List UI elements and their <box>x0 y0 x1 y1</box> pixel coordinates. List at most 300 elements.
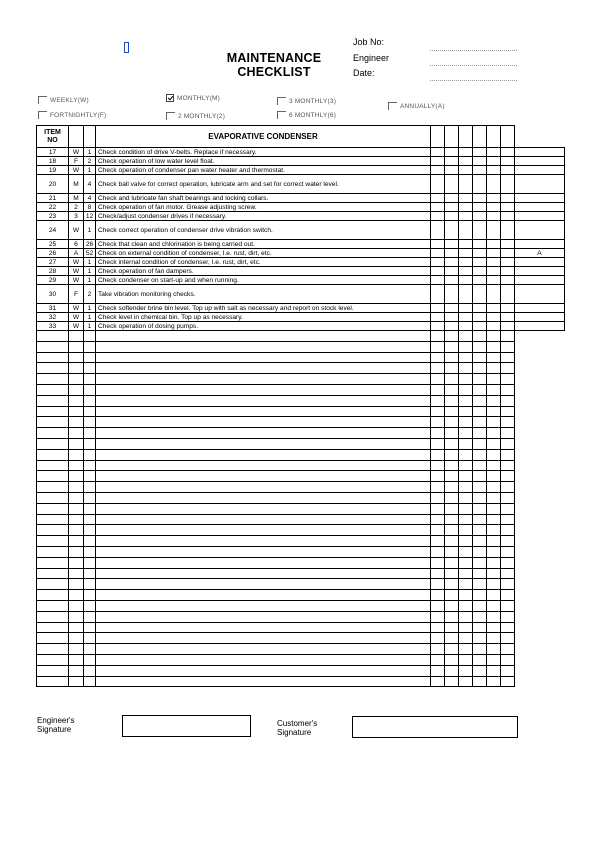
blank-cell[interactable] <box>96 384 431 395</box>
check-cell[interactable] <box>431 240 445 249</box>
blank-cell[interactable] <box>473 438 487 449</box>
check-cell[interactable] <box>459 221 473 240</box>
blank-cell[interactable] <box>69 363 84 374</box>
blank-cell[interactable] <box>473 579 487 590</box>
blank-cell[interactable] <box>487 503 501 514</box>
blank-cell[interactable] <box>84 546 96 557</box>
blank-cell[interactable] <box>487 384 501 395</box>
remarks-cell[interactable]: A <box>515 249 565 258</box>
check-cell[interactable] <box>431 249 445 258</box>
blank-cell[interactable] <box>37 438 69 449</box>
blank-cell[interactable] <box>501 546 515 557</box>
blank-cell[interactable] <box>473 363 487 374</box>
blank-cell[interactable] <box>459 503 473 514</box>
check-cell[interactable] <box>487 304 501 313</box>
blank-cell[interactable] <box>487 600 501 611</box>
freq-annually[interactable]: ANNUALLY(A) <box>388 102 445 110</box>
check-cell[interactable] <box>473 175 487 194</box>
blank-cell[interactable] <box>473 546 487 557</box>
blank-cell[interactable] <box>96 644 431 655</box>
blank-cell[interactable] <box>501 557 515 568</box>
blank-cell[interactable] <box>473 460 487 471</box>
blank-cell[interactable] <box>445 514 459 525</box>
blank-cell[interactable] <box>445 460 459 471</box>
blank-cell[interactable] <box>487 633 501 644</box>
blank-cell[interactable] <box>96 482 431 493</box>
check-cell[interactable] <box>473 240 487 249</box>
check-cell[interactable] <box>431 322 445 331</box>
check-cell[interactable] <box>459 322 473 331</box>
blank-cell[interactable] <box>501 665 515 676</box>
blank-cell[interactable] <box>459 341 473 352</box>
check-cell[interactable] <box>431 221 445 240</box>
check-cell[interactable] <box>459 194 473 203</box>
blank-cell[interactable] <box>431 536 445 547</box>
blank-cell[interactable] <box>37 341 69 352</box>
blank-cell[interactable] <box>473 611 487 622</box>
engineer-field[interactable] <box>430 65 517 66</box>
blank-cell[interactable] <box>431 514 445 525</box>
blank-cell[interactable] <box>501 331 515 342</box>
blank-cell[interactable] <box>487 341 501 352</box>
blank-cell[interactable] <box>445 611 459 622</box>
blank-cell[interactable] <box>445 644 459 655</box>
check-cell[interactable] <box>445 175 459 194</box>
check-cell[interactable] <box>473 276 487 285</box>
blank-cell[interactable] <box>501 352 515 363</box>
blank-cell[interactable] <box>459 331 473 342</box>
remarks-cell[interactable] <box>515 212 565 221</box>
blank-cell[interactable] <box>501 341 515 352</box>
blank-cell[interactable] <box>487 428 501 439</box>
blank-cell[interactable] <box>473 384 487 395</box>
blank-cell[interactable] <box>69 611 84 622</box>
blank-cell[interactable] <box>473 568 487 579</box>
blank-cell[interactable] <box>37 374 69 385</box>
blank-cell[interactable] <box>69 654 84 665</box>
blank-cell[interactable] <box>84 406 96 417</box>
blank-cell[interactable] <box>84 644 96 655</box>
checkbox-fortnightly[interactable] <box>38 111 47 119</box>
check-cell[interactable] <box>487 203 501 212</box>
check-cell[interactable] <box>445 157 459 166</box>
blank-cell[interactable] <box>473 331 487 342</box>
blank-cell[interactable] <box>473 471 487 482</box>
blank-cell[interactable] <box>84 395 96 406</box>
blank-cell[interactable] <box>431 503 445 514</box>
check-cell[interactable] <box>501 304 515 313</box>
blank-cell[interactable] <box>487 406 501 417</box>
check-cell[interactable] <box>445 304 459 313</box>
blank-cell[interactable] <box>37 471 69 482</box>
blank-cell[interactable] <box>445 352 459 363</box>
blank-cell[interactable] <box>501 503 515 514</box>
blank-cell[interactable] <box>459 449 473 460</box>
blank-cell[interactable] <box>69 417 84 428</box>
blank-cell[interactable] <box>487 525 501 536</box>
check-cell[interactable] <box>431 166 445 175</box>
check-cell[interactable] <box>487 212 501 221</box>
blank-cell[interactable] <box>431 665 445 676</box>
remarks-cell[interactable] <box>515 221 565 240</box>
blank-cell[interactable] <box>96 417 431 428</box>
check-cell[interactable] <box>501 285 515 304</box>
blank-cell[interactable] <box>84 665 96 676</box>
check-cell[interactable] <box>501 313 515 322</box>
blank-cell[interactable] <box>37 568 69 579</box>
blank-cell[interactable] <box>37 449 69 460</box>
blank-cell[interactable] <box>37 654 69 665</box>
blank-cell[interactable] <box>37 395 69 406</box>
blank-cell[interactable] <box>431 557 445 568</box>
blank-cell[interactable] <box>69 428 84 439</box>
remarks-cell[interactable] <box>515 194 565 203</box>
blank-cell[interactable] <box>37 665 69 676</box>
blank-cell[interactable] <box>501 644 515 655</box>
blank-cell[interactable] <box>69 676 84 687</box>
remarks-cell[interactable] <box>515 267 565 276</box>
blank-cell[interactable] <box>431 460 445 471</box>
check-cell[interactable] <box>487 194 501 203</box>
blank-cell[interactable] <box>459 546 473 557</box>
blank-cell[interactable] <box>487 622 501 633</box>
blank-cell[interactable] <box>69 449 84 460</box>
blank-cell[interactable] <box>84 374 96 385</box>
blank-cell[interactable] <box>501 428 515 439</box>
blank-cell[interactable] <box>445 557 459 568</box>
remarks-cell[interactable] <box>515 166 565 175</box>
blank-cell[interactable] <box>84 384 96 395</box>
blank-cell[interactable] <box>487 611 501 622</box>
check-cell[interactable] <box>445 313 459 322</box>
check-cell[interactable] <box>431 194 445 203</box>
blank-cell[interactable] <box>37 536 69 547</box>
check-cell[interactable] <box>459 166 473 175</box>
blank-cell[interactable] <box>459 374 473 385</box>
blank-cell[interactable] <box>96 471 431 482</box>
blank-cell[interactable] <box>473 557 487 568</box>
blank-cell[interactable] <box>501 611 515 622</box>
blank-cell[interactable] <box>501 654 515 665</box>
blank-cell[interactable] <box>84 460 96 471</box>
blank-cell[interactable] <box>473 654 487 665</box>
blank-cell[interactable] <box>96 374 431 385</box>
check-cell[interactable] <box>445 166 459 175</box>
blank-cell[interactable] <box>445 676 459 687</box>
remarks-cell[interactable] <box>515 203 565 212</box>
check-cell[interactable] <box>487 322 501 331</box>
blank-cell[interactable] <box>459 428 473 439</box>
blank-cell[interactable] <box>84 503 96 514</box>
check-cell[interactable] <box>501 249 515 258</box>
check-cell[interactable] <box>431 258 445 267</box>
blank-cell[interactable] <box>431 449 445 460</box>
blank-cell[interactable] <box>473 417 487 428</box>
blank-cell[interactable] <box>431 546 445 557</box>
blank-cell[interactable] <box>445 374 459 385</box>
blank-cell[interactable] <box>84 568 96 579</box>
check-cell[interactable] <box>487 276 501 285</box>
blank-cell[interactable] <box>487 590 501 601</box>
check-cell[interactable] <box>487 221 501 240</box>
blank-cell[interactable] <box>445 600 459 611</box>
check-cell[interactable] <box>459 304 473 313</box>
check-cell[interactable] <box>487 249 501 258</box>
check-cell[interactable] <box>501 212 515 221</box>
blank-cell[interactable] <box>431 633 445 644</box>
blank-cell[interactable] <box>84 492 96 503</box>
blank-cell[interactable] <box>37 503 69 514</box>
blank-cell[interactable] <box>84 428 96 439</box>
blank-cell[interactable] <box>96 331 431 342</box>
blank-cell[interactable] <box>473 406 487 417</box>
blank-cell[interactable] <box>473 341 487 352</box>
blank-cell[interactable] <box>96 536 431 547</box>
blank-cell[interactable] <box>459 568 473 579</box>
blank-cell[interactable] <box>459 676 473 687</box>
blank-cell[interactable] <box>459 590 473 601</box>
blank-cell[interactable] <box>501 395 515 406</box>
remarks-cell[interactable] <box>515 175 565 194</box>
blank-cell[interactable] <box>473 633 487 644</box>
blank-cell[interactable] <box>473 676 487 687</box>
check-cell[interactable] <box>445 194 459 203</box>
blank-cell[interactable] <box>459 665 473 676</box>
check-cell[interactable] <box>445 267 459 276</box>
remarks-cell[interactable] <box>515 258 565 267</box>
check-cell[interactable] <box>459 313 473 322</box>
blank-cell[interactable] <box>501 622 515 633</box>
blank-cell[interactable] <box>431 600 445 611</box>
remarks-cell[interactable] <box>515 313 565 322</box>
blank-cell[interactable] <box>69 352 84 363</box>
check-cell[interactable] <box>445 221 459 240</box>
customer-signature-box[interactable] <box>352 716 518 738</box>
blank-cell[interactable] <box>459 352 473 363</box>
blank-cell[interactable] <box>487 395 501 406</box>
blank-cell[interactable] <box>84 600 96 611</box>
check-cell[interactable] <box>445 322 459 331</box>
check-cell[interactable] <box>501 166 515 175</box>
check-cell[interactable] <box>473 203 487 212</box>
blank-cell[interactable] <box>459 536 473 547</box>
checkbox-annually[interactable] <box>388 102 397 110</box>
check-cell[interactable] <box>431 212 445 221</box>
check-cell[interactable] <box>473 322 487 331</box>
blank-cell[interactable] <box>487 546 501 557</box>
blank-cell[interactable] <box>445 331 459 342</box>
blank-cell[interactable] <box>501 600 515 611</box>
check-cell[interactable] <box>501 322 515 331</box>
check-cell[interactable] <box>431 313 445 322</box>
blank-cell[interactable] <box>431 611 445 622</box>
blank-cell[interactable] <box>37 557 69 568</box>
check-cell[interactable] <box>501 276 515 285</box>
check-cell[interactable] <box>487 166 501 175</box>
check-cell[interactable] <box>459 203 473 212</box>
blank-cell[interactable] <box>69 590 84 601</box>
blank-cell[interactable] <box>84 676 96 687</box>
blank-cell[interactable] <box>459 363 473 374</box>
blank-cell[interactable] <box>37 352 69 363</box>
blank-cell[interactable] <box>431 374 445 385</box>
blank-cell[interactable] <box>431 352 445 363</box>
check-cell[interactable] <box>459 240 473 249</box>
blank-cell[interactable] <box>84 611 96 622</box>
blank-cell[interactable] <box>37 406 69 417</box>
blank-cell[interactable] <box>487 363 501 374</box>
blank-cell[interactable] <box>445 395 459 406</box>
blank-cell[interactable] <box>473 449 487 460</box>
blank-cell[interactable] <box>84 352 96 363</box>
check-cell[interactable] <box>431 157 445 166</box>
check-cell[interactable] <box>501 157 515 166</box>
checkbox-2-monthly[interactable] <box>166 112 175 120</box>
check-cell[interactable] <box>431 285 445 304</box>
check-cell[interactable] <box>487 175 501 194</box>
blank-cell[interactable] <box>431 654 445 665</box>
remarks-cell[interactable] <box>515 240 565 249</box>
blank-cell[interactable] <box>69 665 84 676</box>
blank-cell[interactable] <box>69 482 84 493</box>
blank-cell[interactable] <box>445 449 459 460</box>
checkbox-6-monthly[interactable] <box>277 111 286 119</box>
check-cell[interactable] <box>501 258 515 267</box>
blank-cell[interactable] <box>96 492 431 503</box>
check-cell[interactable] <box>431 175 445 194</box>
blank-cell[interactable] <box>96 395 431 406</box>
blank-cell[interactable] <box>473 395 487 406</box>
blank-cell[interactable] <box>445 406 459 417</box>
check-cell[interactable] <box>473 313 487 322</box>
blank-cell[interactable] <box>96 557 431 568</box>
blank-cell[interactable] <box>501 417 515 428</box>
blank-cell[interactable] <box>37 482 69 493</box>
blank-cell[interactable] <box>501 676 515 687</box>
blank-cell[interactable] <box>445 471 459 482</box>
blank-cell[interactable] <box>69 374 84 385</box>
check-cell[interactable] <box>473 212 487 221</box>
check-cell[interactable] <box>459 157 473 166</box>
blank-cell[interactable] <box>445 417 459 428</box>
check-cell[interactable] <box>487 148 501 157</box>
blank-cell[interactable] <box>445 590 459 601</box>
check-cell[interactable] <box>487 313 501 322</box>
blank-cell[interactable] <box>69 622 84 633</box>
job-no-field[interactable] <box>430 50 517 51</box>
blank-cell[interactable] <box>84 417 96 428</box>
blank-cell[interactable] <box>69 536 84 547</box>
blank-cell[interactable] <box>487 460 501 471</box>
check-cell[interactable] <box>445 249 459 258</box>
blank-cell[interactable] <box>431 417 445 428</box>
blank-cell[interactable] <box>445 579 459 590</box>
blank-cell[interactable] <box>473 428 487 439</box>
blank-cell[interactable] <box>445 622 459 633</box>
blank-cell[interactable] <box>69 568 84 579</box>
remarks-cell[interactable] <box>515 285 565 304</box>
freq-6-monthly[interactable]: 6 MONTHLY(6) <box>277 111 336 119</box>
blank-cell[interactable] <box>501 406 515 417</box>
blank-cell[interactable] <box>473 644 487 655</box>
blank-cell[interactable] <box>473 514 487 525</box>
check-cell[interactable] <box>445 258 459 267</box>
blank-cell[interactable] <box>96 341 431 352</box>
check-cell[interactable] <box>487 157 501 166</box>
blank-cell[interactable] <box>501 363 515 374</box>
blank-cell[interactable] <box>459 622 473 633</box>
check-cell[interactable] <box>459 148 473 157</box>
blank-cell[interactable] <box>84 654 96 665</box>
blank-cell[interactable] <box>459 417 473 428</box>
check-cell[interactable] <box>445 212 459 221</box>
blank-cell[interactable] <box>69 514 84 525</box>
blank-cell[interactable] <box>37 417 69 428</box>
blank-cell[interactable] <box>459 492 473 503</box>
blank-cell[interactable] <box>487 644 501 655</box>
blank-cell[interactable] <box>473 622 487 633</box>
blank-cell[interactable] <box>501 568 515 579</box>
blank-cell[interactable] <box>69 546 84 557</box>
blank-cell[interactable] <box>459 406 473 417</box>
blank-cell[interactable] <box>84 438 96 449</box>
blank-cell[interactable] <box>473 352 487 363</box>
blank-cell[interactable] <box>487 482 501 493</box>
date-field[interactable] <box>430 80 517 81</box>
blank-cell[interactable] <box>501 471 515 482</box>
blank-cell[interactable] <box>459 395 473 406</box>
check-cell[interactable] <box>459 285 473 304</box>
blank-cell[interactable] <box>431 363 445 374</box>
blank-cell[interactable] <box>431 579 445 590</box>
blank-cell[interactable] <box>84 622 96 633</box>
blank-cell[interactable] <box>459 611 473 622</box>
freq-weekly[interactable]: WEEKLY(W) <box>38 96 89 104</box>
blank-cell[interactable] <box>37 633 69 644</box>
check-cell[interactable] <box>473 267 487 276</box>
blank-cell[interactable] <box>445 341 459 352</box>
blank-cell[interactable] <box>69 503 84 514</box>
blank-cell[interactable] <box>37 676 69 687</box>
blank-cell[interactable] <box>96 449 431 460</box>
check-cell[interactable] <box>431 148 445 157</box>
checkbox-weekly[interactable] <box>38 96 47 104</box>
remarks-cell[interactable] <box>515 157 565 166</box>
blank-cell[interactable] <box>487 471 501 482</box>
blank-cell[interactable] <box>69 384 84 395</box>
blank-cell[interactable] <box>459 438 473 449</box>
check-cell[interactable] <box>445 240 459 249</box>
blank-cell[interactable] <box>37 611 69 622</box>
blank-cell[interactable] <box>501 482 515 493</box>
blank-cell[interactable] <box>487 352 501 363</box>
blank-cell[interactable] <box>69 525 84 536</box>
blank-cell[interactable] <box>459 471 473 482</box>
engineer-signature-box[interactable] <box>122 715 251 737</box>
blank-cell[interactable] <box>459 633 473 644</box>
blank-cell[interactable] <box>501 633 515 644</box>
blank-cell[interactable] <box>96 676 431 687</box>
blank-cell[interactable] <box>96 611 431 622</box>
checkbox-3-monthly[interactable] <box>277 97 286 105</box>
blank-cell[interactable] <box>37 600 69 611</box>
blank-cell[interactable] <box>96 654 431 665</box>
blank-cell[interactable] <box>445 482 459 493</box>
blank-cell[interactable] <box>459 600 473 611</box>
check-cell[interactable] <box>445 285 459 304</box>
blank-cell[interactable] <box>487 665 501 676</box>
blank-cell[interactable] <box>96 525 431 536</box>
